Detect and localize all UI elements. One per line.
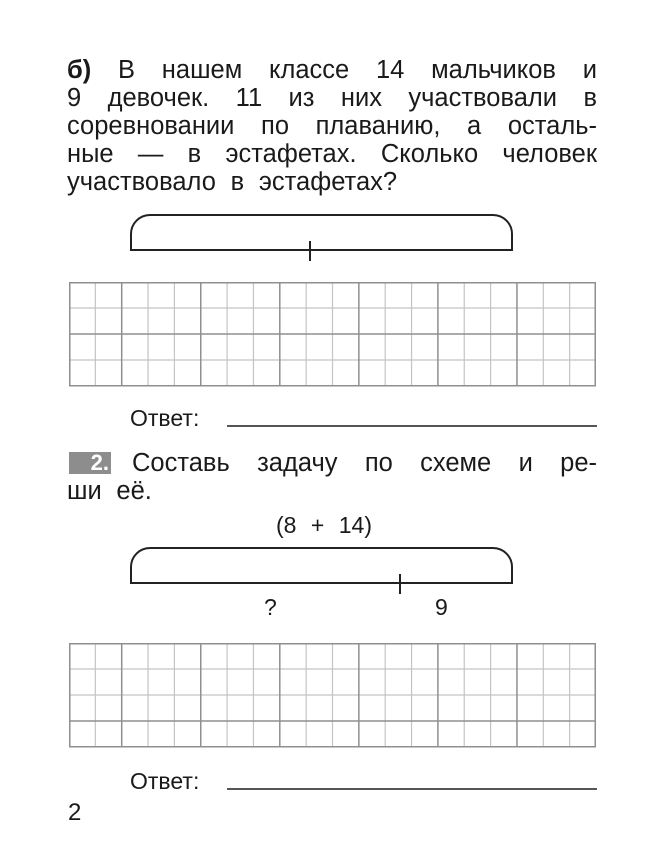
task-b-scheme-bracket	[130, 214, 513, 251]
task-2-text	[67, 449, 597, 505]
task-b-line-5: участвовало в эстафетах?	[67, 168, 398, 196]
task-2-answer-grid[interactable]	[69, 643, 596, 747]
task-b-line-2: 9 девочек. 11 из них участвовали в	[67, 84, 597, 112]
task-2-answer-label: Ответ:	[130, 768, 200, 794]
task-b-line-3: соревновании по плаванию, а осталь-	[67, 112, 597, 140]
task-2-scheme-tick	[399, 574, 401, 594]
task-b-answer-line[interactable]	[227, 425, 597, 427]
grid-lines	[69, 643, 596, 748]
task-b-text	[67, 56, 597, 196]
page-number: 2	[68, 799, 82, 826]
task-2-scheme-left-label: ?	[264, 594, 277, 620]
task-b-line-4: ные — в эстафетах. Сколько человек	[67, 140, 597, 168]
task-b-line-1: б) В нашем классе 14 мальчиков и	[67, 56, 597, 84]
task-2-line-2: ши её.	[67, 477, 152, 505]
task-2-line-1: Составь задачу по схеме и ре-	[132, 449, 597, 477]
task-b-label: б)	[67, 56, 92, 84]
task-2-number-badge: 2.	[69, 452, 111, 474]
task-2-scheme-top-label: (8 + 14)	[276, 512, 373, 538]
task-2-answer-line[interactable]	[227, 788, 597, 790]
task-2-scheme-right-label: 9	[435, 594, 448, 620]
task-2-scheme-bracket	[130, 547, 513, 584]
task-b-scheme-tick	[309, 241, 311, 261]
grid-lines	[69, 282, 596, 387]
task-b-answer-label: Ответ:	[130, 405, 200, 431]
task-b-answer-grid[interactable]	[69, 282, 596, 386]
